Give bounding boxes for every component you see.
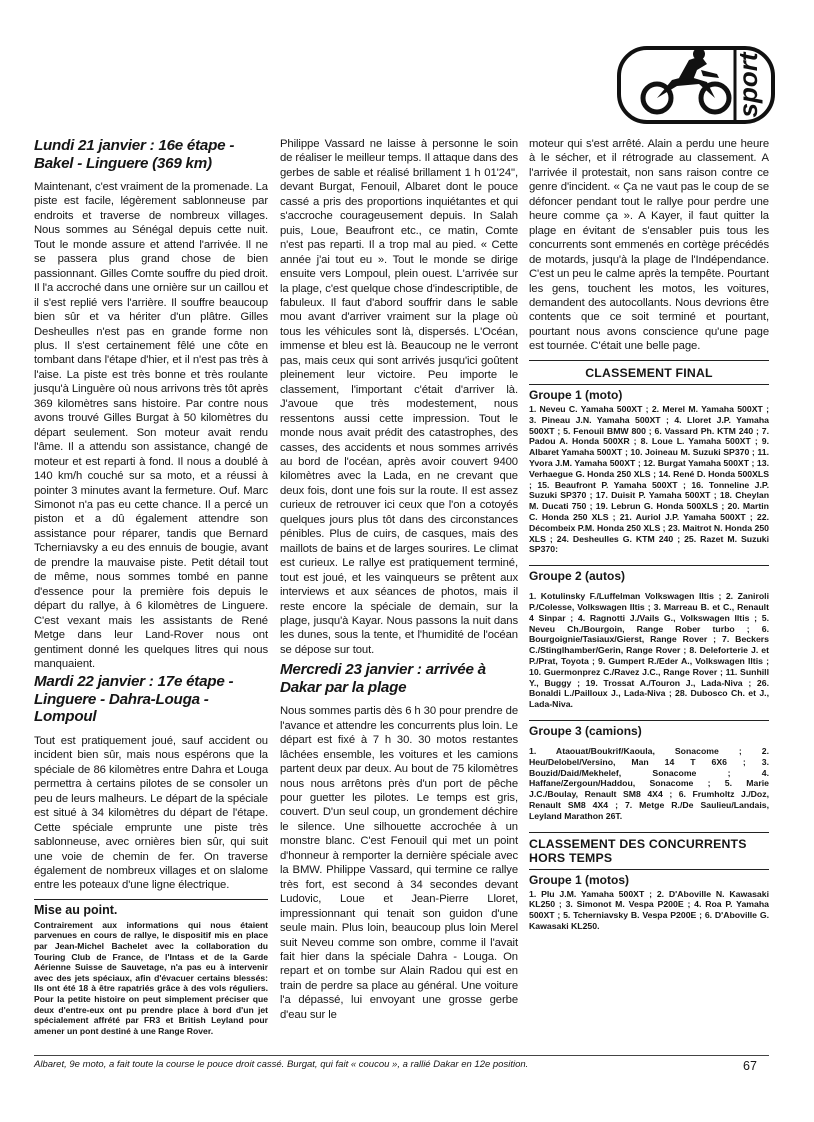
heading-16e-etape: Lundi 21 janvier : 16e étape - Bakel - Linguere (369 km) xyxy=(34,137,235,172)
column-1 xyxy=(34,137,268,1036)
sport-logo xyxy=(617,46,775,124)
column-3 xyxy=(529,137,769,354)
body-text: Maintenant, c'est vraiment de la promenade. La piste est facile, légèrement sablonneuse par endroits et traverse de nombreux villages. Nous sommes au Sénégal depuis cette nuit. Tout le monde assure et attend l'arrivée. Il ne se passera plus grand chose de bien passionnant. Gilles Comte souffre du pied droit. Il l'a accroché dans une ornière sur un caillou et il s'est replié vers l'arrière. Il souffre beaucoup bien sûr et va hériter d'un plâtre. Gilles Desheulles n'est pas en grande forme non plus. Il s'est certainement fêlé une côte en tombant dans l'étape d'hier, et il n'est pas très à l'aise. La piste est très bonne et très roulante jusqu'à Linguère où nous arrivons très tôt après 369 kilomètres sans histoire. Par contre nous avons trouvé Gilles Burgat à 50 kilomètres du départ seulement. Son moteur avait rendu l'âme. Il a attendu son assistance, changé de moteur et est reparti à fond. Il nous a doublé à 140 km/h couché sur sa moto, et a réussi à pointer 3 minutes avant la fermeture. Ouf. Marc Simonot n'a pas eu cette chance. Il a percé un piston et a dû également attendre son assistance pour réparer, tandis que Bernard Tcherniavsky a eu des ennuis de bougie, avant de prendre la mauvaise piste. Petit détail tout de même, nous sommes tombé en panne d'essence pour la première fois depuis le départ du rallye, à 6 kilomètres de Linguere. C'est vexant mais les assistants de René Metge dans leur Land-Rover nous ont gentiment donné les quelques litres qui nous manquaient. xyxy=(34,181,268,670)
heading-18e-etape: Mercredi 23 janvier : arrivée à Dakar par la plage xyxy=(280,661,486,696)
group-title: Groupe 3 (camions) xyxy=(529,720,769,740)
classement-final-title: CLASSEMENT FINAL xyxy=(585,366,713,380)
group-title: Groupe 1 (motos) xyxy=(529,869,769,889)
heading-17e-etape: Mardi 22 janvier : 17e étape - Linguere - Dahra-Louga - Lompoul xyxy=(34,673,234,726)
results-table xyxy=(529,360,769,932)
hors-temps-title: CLASSEMENT DES CONCURRENTS HORS TEMPS xyxy=(529,832,769,865)
logo-text: sport xyxy=(733,52,763,118)
body-text: Tout est pratiquement joué, sauf accident ou incident bien sûr, mais nous espérons que la spéciale de 86 kilomètres entre Dahra et Louga permettra à certains pilotes de se consoler un peu de leurs malheurs. Le départ de la spéciale est situé à 34 kilomètres du départ de l'étape. Cette spéciale emprunte une piste très sablonneuse, avec ornières bien sûr, qui suit une voie de chemin de fer. On traverse également de nombreux villages et on slalome entre les poteaux d'une ligne électrique. xyxy=(34,734,268,892)
group-results: 1. Ataouat/Boukrif/Kaoula, Sonacome ; 2. Heu/Delobel/Versino, Man 14 T 6X6 ; 3. Bouzid/Daid/Mekhelef, Sonacome ; 4. Haffane/Zergoun/Haddou, Sonacome ; 5. Marie J.C./Boulay, Renault SM8 4X4 ; 6. Frumholtz J./Doz, Renault SM8 4X4 ; 7. Metge R./De Saulieu/Landais, Leyland Marathon 26T. xyxy=(529,745,769,821)
column-2 xyxy=(280,137,518,1022)
body-text: Philippe Vassard ne laisse à personne le soin de réaliser le meilleur temps. Il attaque dans des gerbes de sable et réalisé brillament 1 h 01'24", devant Burgat, Fenouil, Albaret dont le pouce cassé a pris des proportions inquiétantes et qui s'accroche courageusement depuis. In Salah puis, Loue, Beaufront etc., ce matin, Comte n'est pas reparti. Il a trop mal au pied. « Cette année j'ai tout eu ». Tout le monde se dirige ensuite vers Lompoul, plein ouest. L'arrivée sur la plage, c'est quelque chose d'indescriptible, de fabuleux. Il faut d'abord souffrir dans le sable mou avant d'arriver vraiment sur la plage où tous les véhicules sont là, dispersés. L'Océan, immense et bleu est là. Beaucoup ne le verront pas, mais ceux qui sont arrivés jusqu'ici goûtent pleinement leur victoire. Peu importe le classement, l'important c'était d'arriver là. J'avoue que très modestement, nous ressentons aussi cette impression. Tout le monde nous avait prédit des catastrophes, des casses, des accidents et nous sommes arrivés au bord de l'océan, après avoir couvert 9400 kilomètres avec la Lada, en ne crevant que deux fois, dont une fois sur la route. Il est assez curieux de retrouver ici ceux que l'on a cotoyés quelques jours plus tôt dans des circonstances pénibles. Plus de cuirs, de casques, mais des maillots de bains et de larges sourires. Le climat est curieux. Le rallye est pratiquement terminé, tout est joué, et les vainqueurs se prêtent aux interviews et aux séances de photos, mais il reste encore la spéciale de demain, sur la plage, jusqu'à Kayar. Nous passons la nuit dans les dunes, sous la tente, et l'humidité de l'océan se dépose sur tout. xyxy=(280,138,519,656)
group-results: 1. Neveu C. Yamaha 500XT ; 2. Merel M. Yamaha 500XT ; 3. Pineau J.N. Yamaha 500XT ; 4. Lloret J.P. Yamaha 500XT ; 5. Fenouil BMW 800 ; 6. Vassard Ph. KTM 240 ; 7. Padou A. Honda 500XR ; 8. Loue L. Yamaha 500XT ; 9. Albaret Yamaha 500XT ; 10. Joineau M. Suzuki SP370 ; 11. Yvora J.M. Yamaha 500XT ; 12. Burgat Yamaha 500XT ; 13. Verhaegue G. Honda 250 XLS ; 14. René D. Honda 500XLS ; 15. Beaufront P. Yamaha 500XT ; 16. Tonneline J.P. Suzuki SP370 ; 17. Duisit P. Yamaha 500XT ; 18. Cheylan M. Ducati 750 ; 19. Lebrun G. Honda 500XLS ; 20. Martin C. Honda 250 XLS ; 21. Auriol J.P. Yamaha 500XT ; 22. Décombeix P.M. Honda 250 XLS ; 23. Maitrot N. Honda 250 XLS ; 24. Desheulles G. KTM 240 ; 25. Razet M. Suzuki SP370: xyxy=(529,404,769,555)
group-title: Groupe 2 (autos) xyxy=(529,565,769,585)
photo-caption: Albaret, 9e moto, a fait toute la course le pouce droit cassé. Burgat, qui fait « coucou », a rallié Dakar en 12e position. xyxy=(34,1059,529,1070)
page-number: 67 xyxy=(743,1059,757,1073)
group-title: Groupe 1 (moto) xyxy=(529,384,769,404)
box-text: Contrairement aux informations qui nous étaient parvenues en cours de rallye, le dispositif mis en place par Jean-Michel Bachelet avec la collaboration du Touring Club de France, de l'Intass et de la Garde Aérienne Suisse de Sauvetage, n'a pas eu à intervenir avec des jets spéciaux, afin d'évacuer certains blessés: Ils ont été 18 à être rapatriés grâce à des vols réguliers. Pour la petite histoire on peut simplement préciser que deux d'entre-eux ont pu prendre place à bord d'un jet spécialement affrété par FR3 et British Leyland pour amener un pont destiné à une Range Rover. xyxy=(34,919,268,1036)
motorcycle-rider-icon xyxy=(617,46,775,124)
group-results: 1. Plu J.M. Yamaha 500XT ; 2. D'Aboville N. Kawasaki KL250 ; 3. Simonot M. Vespa P200E ; 4. Roa P. Yamaha 500XT ; 5. Tcherniavsky B. Vespa P200E ; 6. D'Aboville G. Kawasaki KL250. xyxy=(529,888,769,931)
box-title: Mise au point. xyxy=(34,902,118,917)
footer-rule xyxy=(34,1055,769,1056)
body-text: moteur qui s'est arrêté. Alain a perdu une heure à le sécher, et il rétrograde au classement. A l'arrivée il protestait, non sans raison contre ce genre d'incident. « Ça ne vaut pas le coup de se défoncer pendant tout le rallye pour perdre une heure comme ça ». A Kayer, il faut quitter la plage en évitant de s'ensabler puis tous les concurrents sont emmenés en cortège précédés de motards, jusqu'à la plage de l'Indépendance. C'est un peu le calme après la tempête. Pourtant les gens, touchent les motos, les voitures, demandent des autocollants. Nous devrions être contents que ce soit terminé et pourtant, pourtant nous avons conscience qu'une page est tournée. C'était une belle page. xyxy=(529,138,769,353)
group-results: 1. Kotulinsky F./Luffelman Volkswagen Iltis ; 2. Zaniroli P./Colesse, Volkswagen Iltis ; 3. Marreau B. et C., Renault 4 Sinpar ; 4. Ragnotti J./Vails G., Volkswagen Iltis ; 5. Neveu Ch./Bourgoin, Range Rober turbo ; 6. Bourgoignie/Tasiaux/Gierst, Range Rover ; 7. Beckers C./Stinglhamber/Gerin, Range Rover ; 8. Deleforterie J. et P./Prat, Toyota ; 9. Gumpert R./Eder A., Volkswagen Iltis ; 10. Guermonprez C./Ravez J.C., Range Rover ; 11. Sunhill Y., Buggy ; 19. Trossat A./Touron J., Lada-Niva ; 26. Bonaldi L./Pailloux J., Lada-Niva ; 28. Dubosco Ch. et J., Lada-Niva. xyxy=(529,591,769,710)
body-text: Nous sommes partis dès 6 h 30 pour prendre de l'avance et attendre les concurrents plus loin. Le départ est fixé à 7 h 30. 30 motos restantes lâchées ensemble, les voitures et les camions partent deux par deux. Au bout de 75 kilomètres nous nous arrêtons près d'un port de pêche pour guetter les pilotes. Le temps est gris, couvert. D'un seul coup, un grondement déchire le silence. Une silhouette accrochée à un monstre blanc. C'est Fenouil qui met un point d'honneur à remporter la dernière spéciale avec la BMW. Philippe Vassard, qui termine ce rallye très fort, est second à 34 secondes devant Ludovic, Loue et Jean-Pierre Lloret, impressionnant qui tenait son guidon d'une seule main. Plus loin, beaucoup plus loin Merel suit Neveu comme son ombre, comme il l'avait fait hier dans la spéciale Dahra - Louga. On repart et on tombe sur Alain Radou qui est en train de perdre sa place au général. Une voiture l'a dépassé, lui envoyant une grosse gerbe d'eau sur le xyxy=(280,705,518,1021)
mise-au-point-box xyxy=(34,899,268,1037)
